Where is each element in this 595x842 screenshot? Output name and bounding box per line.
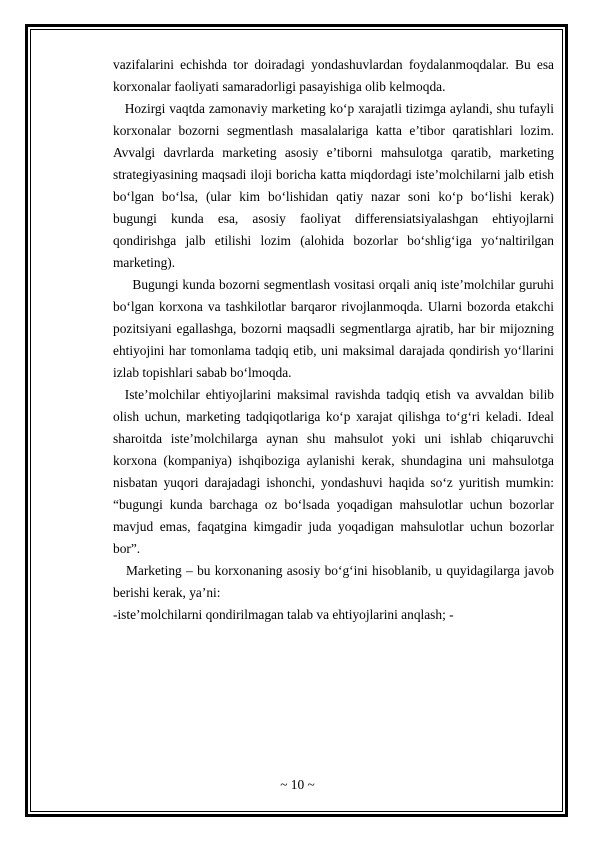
paragraph-2: Hozirgi vaqtda zamonaviy marketing ko‘p xarajatli tizimga aylandi, shu tufayli korxonalar bozorni segmentlash masalalariga katta e’tibor qaratishlari lozim. Avvalgi davrlarda marketing asosiy e’tiborni mahsulotga qaratib, marketing strategiyasining maqsadi iloji boricha katta miqdordagi iste’molchilarni jalb etish bo‘lgan bo‘lsa, (ular kim bo‘lishidan qatiy nazar soni ko‘p bo‘lishi kerak) bugungi kunda esa, asosiy faoliyat differensiatsiyalashgan ehtiyojlarni qondirishga jalb etilishi lozim (alohida bozorlar bo‘shlig‘iga yo‘naltirilgan marketing). xyxy=(113,101,558,270)
paragraph-6: -iste’molchilarni qondirilmagan talab va ehtiyojlarini anqlash; - xyxy=(113,607,454,622)
paragraph-5: Marketing – bu korxonaning asosiy bo‘g‘ini hisoblanib, u quyidagilarga javob berishi kerak, ya’ni: xyxy=(113,563,558,600)
document-body xyxy=(113,54,558,626)
paragraph-4: Iste’molchilar ehtiyojlarini maksimal ravishda tadqiq etish va avvaldan bilib olish uchun, marketing tadqiqotlariga ko‘p xarajat qilishga to‘g‘ri keladi. Ideal sharoitda iste’molchilarga aynan shu mahsulot yoki uni ishlab chiqaruvchi korxona (kompaniya) ishqiboziga aylanishi kerak, shundagina uni mahsulotga nisbatan yuqori darajadagi ishonchi, yondashuvi haqida so‘z yuritish mumkin: “bugungi kunda barchaga oz bo‘lsada yoqadigan mahsulotlar uchun bozorlar mavjud emas, faqatgina kimgadir juda yoqadigan mahsulotlar uchun bozorlar bor”. xyxy=(113,387,558,556)
paragraph-1: vazifalarini echishda tor doiradagi yondashuvlardan foydalanmoqdalar. Bu esa korxonalar faoliyati samaradorligi pasayishiga olib kelmoqda. xyxy=(113,57,554,94)
page-number: ~ 10 ~ xyxy=(280,777,315,792)
paragraph-3: Bugungi kunda bozorni segmentlash vositasi orqali aniq iste’molchilar guruhi bo‘lgan korxona va tashkilotlar barqaror rivojlanmoqda. Ularni bozorda etakchi pozitsiyani egallashga, bozorni maqsadli segmentlarga ajratib, har bir mijozning ehtiyojini har tomonlama tadqiq etib, uni maksimal darajada qondirish yo‘llarini izlab topishlari sabab bo‘lmoqda. xyxy=(113,277,558,380)
